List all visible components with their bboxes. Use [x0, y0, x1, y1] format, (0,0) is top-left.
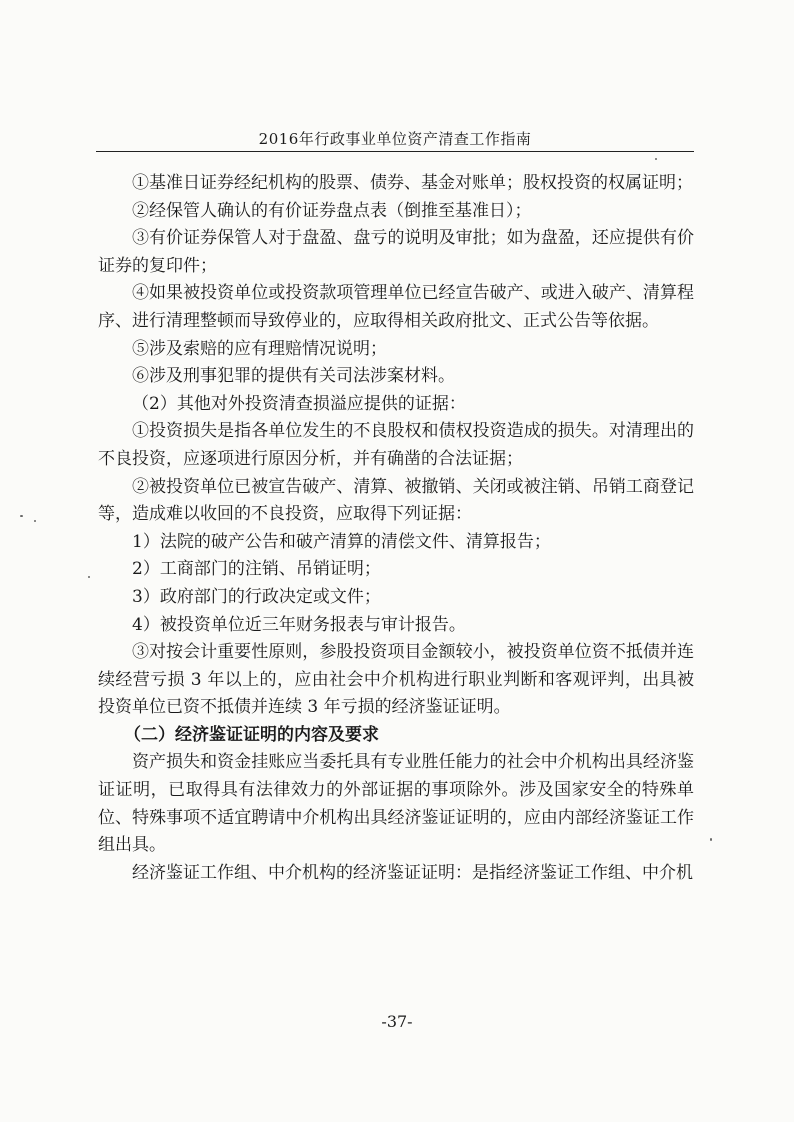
paragraph: ⑥涉及刑事犯罪的提供有关司法涉案材料。 — [132, 366, 455, 387]
paragraph: 2）工商部门的注销、吊销证明； — [132, 559, 381, 580]
paragraph: ⑤涉及索赔的应有理赔情况说明； — [132, 338, 387, 359]
paragraph: 资产损失和资金挂账应当委托具有专业胜任能力的社会中介机构出具经济鉴证证明，已取得具有法律效力的外部证据的事项除外。涉及国家安全的特殊单位、特殊事项不适宜聘请中介机构出具经济鉴证证明的，应由内部经济鉴证工作组出具。 — [98, 752, 694, 856]
scan-speck — [88, 576, 90, 578]
paragraph: （2）其他对外投资清查损溢应提供的证据： — [132, 393, 466, 414]
paragraph: ③对按会计重要性原则，参股投资项目金额较小，被投资单位资不抵债并连续经营亏损 3 年以上的，应由社会中介机构进行职业判断和客观评判，出具被投资单位已资不抵债并连续 3 年亏损的经济鉴证证明。 — [98, 642, 694, 718]
page-number: -37- — [381, 1012, 413, 1031]
scan-speck — [20, 515, 23, 517]
scan-speck — [710, 838, 712, 841]
paragraph: 4）被投资单位近三年财务报表与审计报告。 — [132, 614, 466, 635]
paragraph: 1）法院的破产公告和破产清算的清偿文件、清算报告； — [132, 531, 551, 552]
paragraph: ①投资损失是指各单位发生的不良股权和债权投资造成的损失。对清理出的不良投资，应逐项进行原因分析，并有确凿的合法证据； — [98, 421, 694, 469]
header-rule — [96, 151, 694, 152]
scan-speck — [34, 520, 36, 522]
paragraph: ②经保管人确认的有价证券盘点表（倒推至基准日）； — [132, 200, 532, 221]
scan-speck — [655, 158, 657, 160]
paragraph: 3）政府部门的行政决定或文件； — [132, 586, 381, 607]
section-heading: （二）经济鉴证证明的内容及要求 — [124, 724, 379, 745]
paragraph: ③有价证券保管人对于盘盈、盘亏的说明及审批；如为盘盈，还应提供有价证券的复印件； — [98, 228, 694, 276]
paragraph: 经济鉴证工作组、中介机构的经济鉴证证明：是指经济鉴证工作组、中介机 — [132, 862, 693, 883]
paragraph: ②被投资单位已被宣告破产、清算、被撤销、关闭或被注销、吊销工商登记等，造成难以收回的不良投资，应取得下列证据： — [98, 476, 694, 525]
running-header: 2016年行政事业单位资产清查工作指南 — [258, 130, 532, 148]
body-text — [98, 170, 694, 887]
paragraph: ④如果被投资单位或投资款项管理单位已经宣告破产、或进入破产、清算程序、进行清理整顿而导致停业的，应取得相关政府批文、正式公告等依据。 — [98, 283, 694, 331]
paragraph: ①基准日证券经纪机构的股票、债券、基金对账单；股权投资的权属证明； — [132, 173, 693, 193]
